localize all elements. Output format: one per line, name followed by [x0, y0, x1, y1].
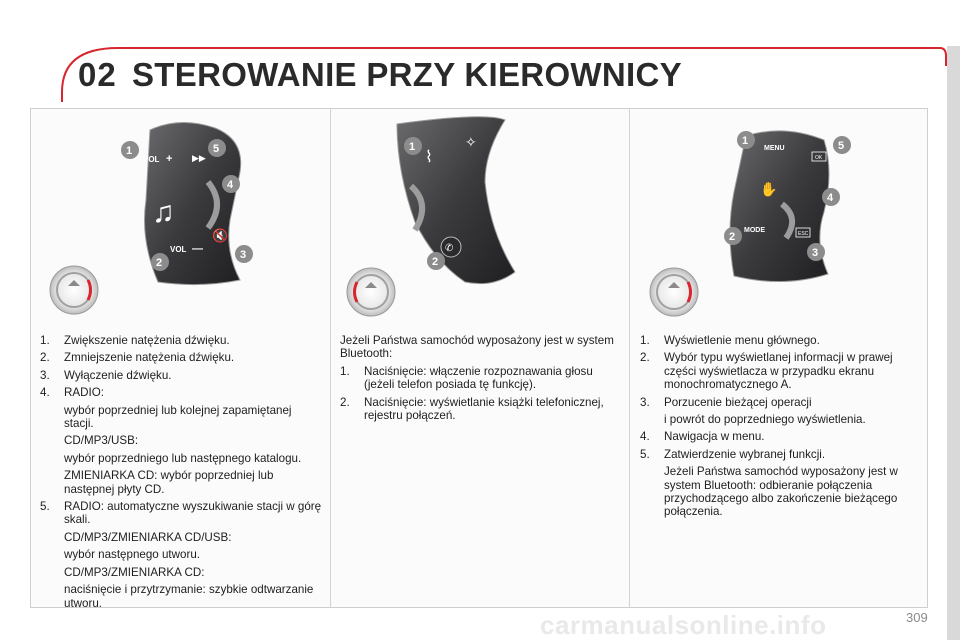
svg-text:2: 2 [432, 256, 439, 268]
mode-label: MODE [744, 227, 765, 234]
callout-3 [807, 243, 825, 261]
list-subtext: wybór poprzedniej lub kolejnej zapamiętanej stacji. [64, 403, 292, 431]
svg-text:4: 4 [827, 192, 834, 204]
scroll-navigation-icon: ✋ [760, 181, 778, 197]
fast-forward-icon: ▶▶ [192, 153, 206, 163]
callout-2 [724, 227, 742, 245]
callout-4 [822, 188, 840, 206]
phone-icon: ✆ [445, 243, 454, 254]
list-subtext: i powrót do poprzedniego wyświetlenia. [664, 413, 866, 427]
list-subtext: naciśnięcie i przytrzymanie: szybkie odtwarzanie utworu. [64, 583, 314, 610]
list-subtext: wybór poprzedniego lub następnego katalogu. [64, 451, 302, 465]
callout-2 [427, 252, 445, 270]
callout-1 [404, 137, 422, 155]
list-subtext: CD/MP3/USB: [64, 434, 139, 448]
list-subtext: Jeżeli Państwa samochód wyposażony jest w system Bluetooth: odbieranie połączenia przychodzącego albo zakończenie bieżącego połączenia. [664, 465, 898, 519]
list-item: 4. Nawigacja w menu. [640, 430, 765, 444]
page-number: 309 [906, 610, 928, 625]
svg-text:2: 2 [156, 257, 163, 269]
list-item: 2. Wybór typu wyświetlanej informacji w prawej części wyświetlacza w przypadku ekranu monochromatycznego A. [640, 351, 893, 392]
callout-1 [121, 141, 139, 159]
ok-label: OK [815, 155, 823, 161]
steering-wheel-locator-icon [50, 266, 98, 314]
list-item: 2. Naciśnięcie: wyświetlanie książki telefonicznej, rejestru połączeń. [340, 395, 604, 423]
list-subtext: CD/MP3/ZMIENIARKA CD/USB: [64, 530, 232, 544]
svg-text:1: 1 [126, 145, 133, 157]
svg-text:5: 5 [213, 143, 220, 155]
list-item: 1. Wyświetlenie menu głównego. [640, 334, 820, 347]
list-subtext: ZMIENIARKA CD: wybór poprzedniej lub następnej płyty CD. [64, 469, 274, 496]
menu-controls-description [640, 334, 922, 523]
callout-3 [235, 245, 253, 263]
telephone-controls-description [340, 334, 622, 426]
plus-icon: + [166, 153, 173, 165]
svg-text:2: 2 [729, 231, 736, 243]
svg-text:1: 1 [742, 135, 749, 147]
list-item: 5. RADIO: automatyczne wyszukiwanie stacji w górę skali. [40, 500, 322, 527]
page-title: STEROWANIE PRZY KIEROWNICY [132, 56, 682, 93]
callout-5 [833, 136, 851, 154]
callout-2 [151, 253, 169, 271]
music-note-icon: ♫ [152, 196, 175, 229]
svg-text:4: 4 [227, 179, 234, 191]
list-item: 3. Wyłączenie dźwięku. [40, 368, 172, 382]
list-item: 1. Zwiększenie natężenia dźwięku. [40, 334, 230, 347]
list-item: 2. Zmniejszenie natężenia dźwięku. [40, 351, 235, 365]
vol-plus-label: VOL [143, 155, 160, 164]
column-divider [629, 108, 630, 608]
steering-wheel-locator-icon [650, 268, 698, 316]
svg-text:1: 1 [409, 141, 416, 153]
svg-text:3: 3 [240, 249, 247, 261]
intro-text: Jeżeli Państwa samochód wyposażony jest w system Bluetooth: [340, 334, 614, 361]
telephone-controls-illustration [335, 112, 625, 324]
star-icon: ✧ [465, 134, 477, 150]
chapter-number: 02 [78, 56, 117, 93]
svg-text:3: 3 [812, 247, 819, 259]
audio-controls-description [40, 334, 322, 614]
list-subtext: wybór następnego utworu. [64, 548, 200, 562]
svg-text:5: 5 [838, 140, 845, 152]
voice-recognition-icon: ⌇ [425, 149, 433, 166]
esc-label: ESC [798, 231, 809, 237]
list-subtext: CD/MP3/ZMIENIARKA CD: [64, 565, 205, 579]
mute-icon: 🔇 [212, 228, 229, 243]
list-item: 5. Zatwierdzenie wybranej funkcji. [640, 447, 826, 461]
list-item: 1. Naciśnięcie: włączenie rozpoznawania głosu (jeżeli telefon posiada tę funkcję). [340, 364, 593, 392]
menu-controls-illustration [634, 112, 924, 324]
steering-wheel-locator-icon [347, 268, 395, 316]
minus-icon: — [192, 243, 203, 255]
callout-4 [222, 175, 240, 193]
list-item: 3. Porzucenie bieżącej operacji [640, 395, 812, 409]
list-item: 4. RADIO: [40, 386, 104, 400]
side-scrollbar-strip [947, 46, 960, 640]
audio-controls-illustration [40, 112, 325, 324]
column-divider [330, 108, 331, 608]
callout-5 [208, 139, 226, 157]
watermark: carmanualsonline.info [540, 610, 827, 640]
vol-minus-label: VOL [170, 245, 187, 254]
menu-label: MENU [764, 145, 785, 152]
callout-1 [737, 131, 755, 149]
